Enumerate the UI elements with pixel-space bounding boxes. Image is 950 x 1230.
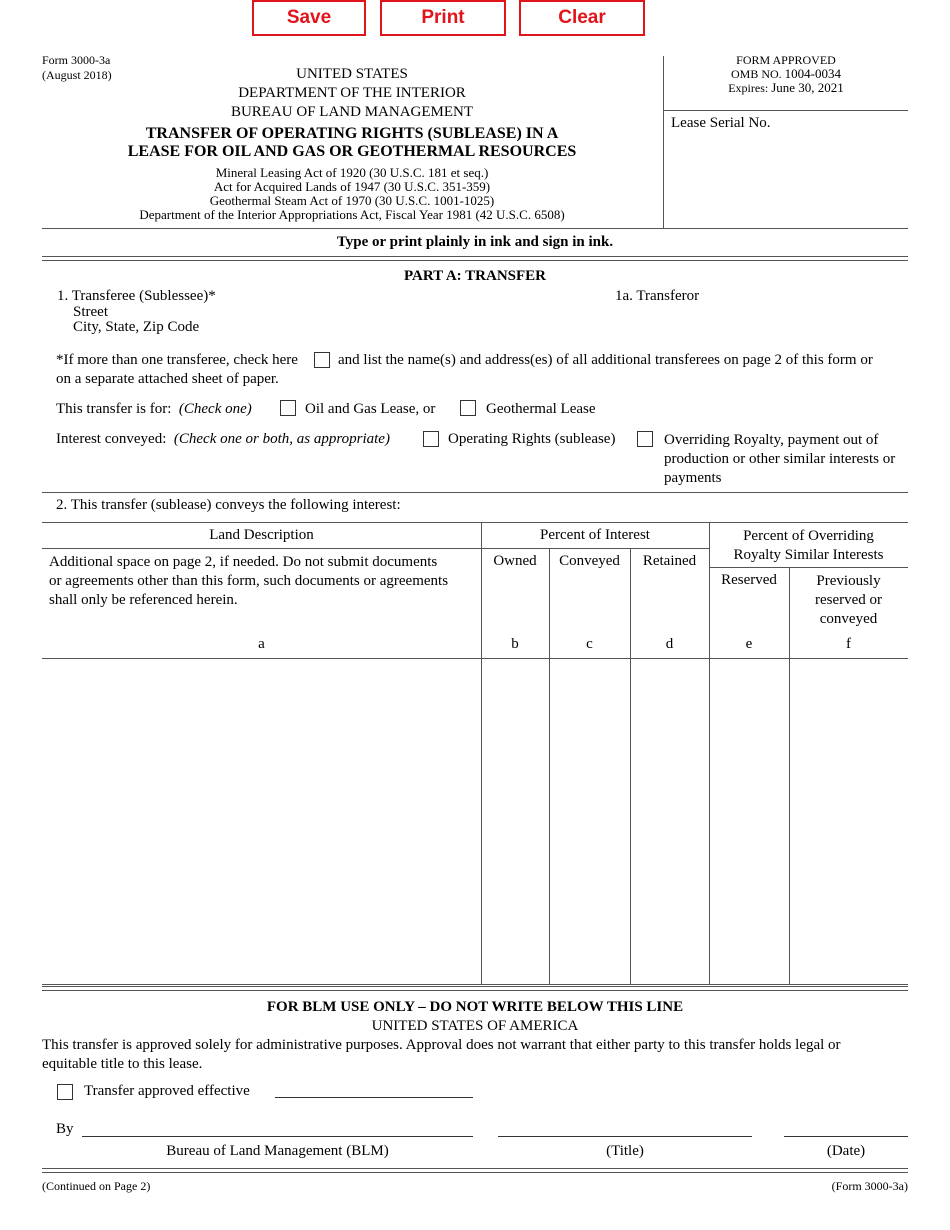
percent-overriding-header [709,527,908,565]
operating-rights-label: Operating Rights (sublease) [448,431,616,447]
usa-label: UNITED STATES OF AMERICA [371,1018,579,1034]
interest-conveyed-text: Interest conveyed: [56,431,167,447]
approval-line: This transfer is approved solely for administrative purposes. Approval does not warrant that either party to this transfer holds legal or [42,1037,841,1053]
title-label: (Title) [606,1143,644,1159]
overriding-header-line: Royalty Similar Interests [733,547,884,563]
form-footer-label: (Form 3000-3a) [831,1179,908,1193]
multiple-transferee-text: *If more than one transferee, check here [56,352,298,368]
reserved-header: Reserved [721,572,777,588]
land-note-line: or agreements other than this form, such documents or agreements [49,573,449,589]
land-description-header: Land Description [209,527,314,543]
conveyed-header: Conveyed [559,553,620,569]
check-both-note: (Check one or both, as appropriate) [173,431,390,447]
overriding-line: payments [664,470,722,486]
act-line: Act for Acquired Lands of 1947 (30 U.S.C. 351-359) [213,179,491,194]
form-title [42,125,662,161]
owned-header: Owned [493,553,537,569]
act-line: Geothermal Steam Act of 1970 (30 U.S.C. 1001-1025) [209,193,495,208]
approval-statement [42,1036,841,1074]
omb-number: 1004-0034 [784,66,841,81]
operating-rights-checkbox[interactable] [423,431,439,447]
form-title-line-2: LEASE FOR OIL AND GAS OR GEOTHERMAL RESOURCES [127,143,577,160]
clear-button[interactable]: Clear [519,0,645,36]
previously-line: Previously [816,573,881,589]
transfer-for-text: This transfer is for: [56,401,172,417]
effective-date-field[interactable] [275,1097,473,1098]
column-letter-d: d [665,636,674,652]
previously-line: reserved or [814,592,883,608]
lease-serial-label: Lease Serial No. [671,115,771,131]
transfer-approved-checkbox[interactable] [57,1084,73,1100]
date-field[interactable] [784,1136,908,1137]
approval-line: equitable title to this lease. [42,1056,203,1072]
transferee-label: 1. Transferee (Sublessee)* [57,288,216,304]
form-approved-label: FORM APPROVED [736,53,836,67]
column-letter-f: f [846,636,851,652]
land-description-note [49,553,448,610]
blm-signature-label: Bureau of Land Management (BLM) [166,1143,389,1159]
land-note-line: Additional space on page 2, if needed. Do not submit documents [49,554,438,570]
overriding-royalty-label [664,431,895,488]
blm-use-only-title: FOR BLM USE ONLY – DO NOT WRITE BELOW THIS LINE [266,999,684,1015]
land-description-field[interactable] [45,662,478,980]
previously-reserved-field[interactable] [792,662,905,980]
blm-signature-field[interactable] [82,1136,473,1137]
save-button[interactable]: Save [252,0,366,36]
column-letter-e: e [745,636,753,652]
expiration-date: June 30, 2021 [771,80,844,95]
overriding-line: production or other similar interests or [664,451,896,467]
multiple-transferee-checkbox[interactable] [314,352,330,368]
lease-serial-field[interactable] [668,136,904,224]
form-title-line-1: TRANSFER OF OPERATING RIGHTS (SUBLEASE) IN A [145,125,559,142]
reserved-field[interactable] [712,662,786,980]
agency-line-1: UNITED STATES [296,66,408,82]
city-state-zip-label: City, State, Zip Code [73,319,200,335]
act-line: Department of the Interior Appropriations Act, Fiscal Year 1981 (42 U.S.C. 6508) [139,207,565,222]
by-label: By [56,1121,74,1137]
title-field[interactable] [498,1136,752,1137]
street-label: Street [73,304,108,320]
geothermal-lease-label: Geothermal Lease [486,401,596,417]
omb-block [664,53,908,95]
retained-field[interactable] [633,662,706,980]
form-date: (August 2018) [42,68,112,82]
transfer-for-label [56,401,252,418]
continued-note: (Continued on Page 2) [42,1179,151,1193]
retained-header: Retained [642,553,697,569]
column-letter-c: c [586,636,593,652]
transferor-label: 1a. Transferor [615,288,700,304]
previously-line: conveyed [819,611,878,627]
check-one-note: (Check one) [178,401,252,417]
oil-gas-lease-label: Oil and Gas Lease, or [305,401,436,417]
transfer-approved-label: Transfer approved effective [84,1083,250,1099]
overriding-royalty-checkbox[interactable] [637,431,653,447]
previously-reserved-header [789,572,908,629]
interest-conveyed-label [56,431,390,448]
authority-acts [42,166,662,222]
agency-block [42,65,662,122]
multiple-transferee-text-cont: and list the name(s) and address(es) of all additional transferees on page 2 of this form or [338,352,873,368]
column-letter-b: b [511,636,519,652]
form-number: Form 3000-3a [42,53,111,67]
overriding-header-line: Percent of Overriding [743,528,874,544]
ink-instruction: Type or print plainly in ink and sign in ink. [336,234,614,250]
owned-field[interactable] [484,662,546,980]
agency-line-3: BUREAU OF LAND MANAGEMENT [230,104,474,120]
agency-line-2: DEPARTMENT OF THE INTERIOR [238,85,466,101]
oil-gas-lease-checkbox[interactable] [280,400,296,416]
expires-label: Expires: [728,81,769,95]
section-2-title: 2. This transfer (sublease) conveys the following interest: [56,497,401,513]
act-line: Mineral Leasing Act of 1920 (30 U.S.C. 181 et seq.) [215,165,489,180]
omb-label: OMB NO. [730,67,782,81]
land-note-line: shall only be referenced herein. [49,592,238,608]
overriding-line: Overriding Royalty, payment out of [664,432,879,448]
geothermal-lease-checkbox[interactable] [460,400,476,416]
print-button[interactable]: Print [380,0,506,36]
conveyed-field[interactable] [552,662,627,980]
multiple-transferee-text-line2: on a separate attached sheet of paper. [56,371,279,387]
date-label: (Date) [826,1143,866,1159]
column-letter-a: a [258,636,265,652]
percent-interest-header: Percent of Interest [540,527,650,543]
part-a-title: PART A: TRANSFER [404,268,546,284]
